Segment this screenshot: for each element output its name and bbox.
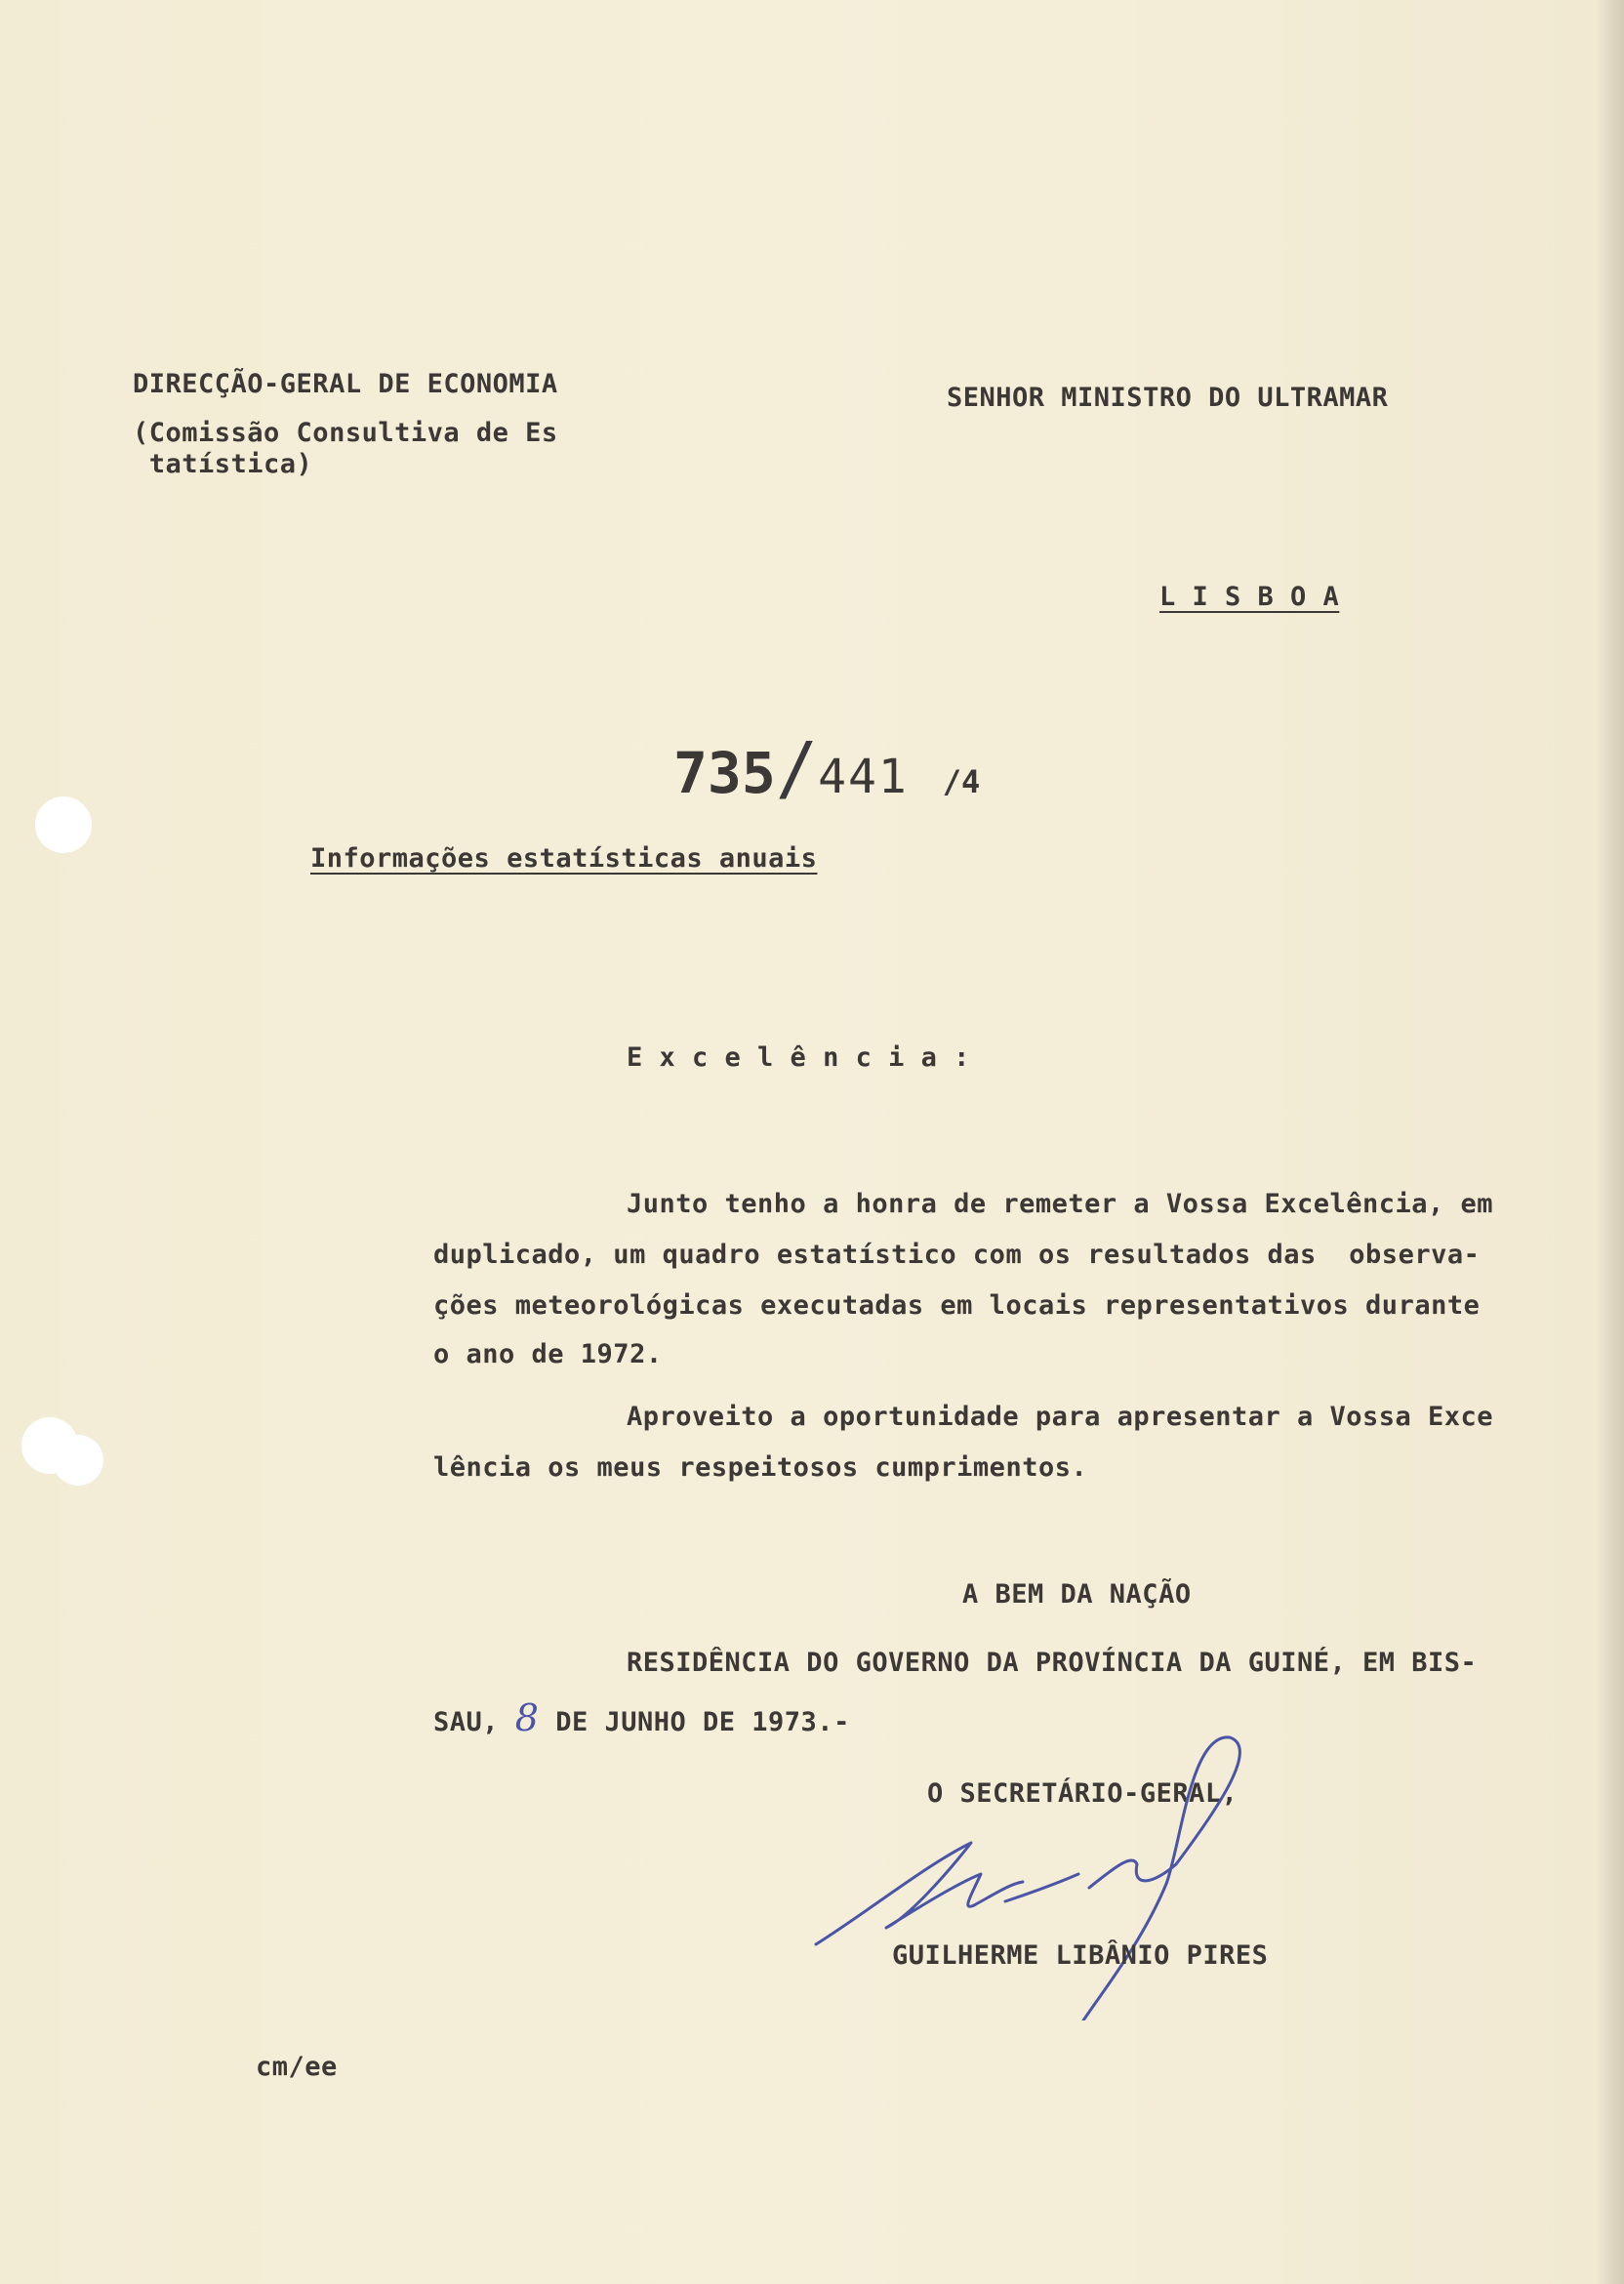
body-p1-line-3: ções meteorológicas executadas em locais representativos durante: [433, 1290, 1481, 1321]
page-edge-shadow: [1595, 0, 1624, 2284]
reference-part-1: 735: [673, 740, 776, 806]
body-p1-line-2: duplicado, um quadro estatístico com os resultados das observa-: [433, 1240, 1481, 1270]
body-p1-line-1: Junto tenho a honra de remeter a Vossa Excelência, em: [627, 1189, 1494, 1219]
punch-hole-bottom-right: [53, 1435, 103, 1486]
sender-line-2: (Comissão Consultiva de Es: [133, 418, 558, 448]
closing-motto: A BEM DA NAÇÃO: [962, 1579, 1192, 1610]
closing-place-suffix: DE JUNHO DE 1973.-: [539, 1707, 850, 1737]
salutation: E x c e l ê n c i a :: [627, 1042, 970, 1073]
closing-place-line-2: [433, 1696, 850, 1739]
sender-line-3: tatística): [133, 449, 313, 479]
handwritten-signature: [800, 1728, 1386, 2020]
handwritten-day: 8: [514, 1696, 540, 1739]
subject-line: Informações estatísticas anuais: [310, 843, 818, 874]
closing-place-prefix: SAU,: [433, 1707, 515, 1737]
body-p2-line-2: lência os meus respeitosos cumprimentos.: [433, 1452, 1088, 1483]
recipient-title: SENHOR MINISTRO DO ULTRAMAR: [947, 383, 1389, 413]
reference-number: [673, 727, 980, 809]
sender-line-1: DIRECÇÃO-GERAL DE ECONOMIA: [133, 369, 558, 399]
reference-part-3: /4: [942, 763, 981, 800]
recipient-city: L I S B O A: [1159, 582, 1340, 612]
reference-slash: /: [775, 727, 819, 809]
reference-part-2: 441: [818, 750, 909, 804]
body-p2-line-1: Aproveito a oportunidade para apresentar a Vossa Exce: [627, 1402, 1494, 1432]
punch-hole-top: [35, 796, 92, 853]
closing-place-line-1: RESIDÊNCIA DO GOVERNO DA PROVÍNCIA DA GUINÉ, EM BIS-: [627, 1648, 1478, 1678]
signer-title: O SECRETÁRIO-GERAL,: [927, 1778, 1238, 1809]
signer-name: GUILHERME LIBÂNIO PIRES: [892, 1940, 1269, 1971]
typist-initials: cm/ee: [256, 2052, 338, 2082]
body-p1-line-4: o ano de 1972.: [433, 1339, 663, 1369]
